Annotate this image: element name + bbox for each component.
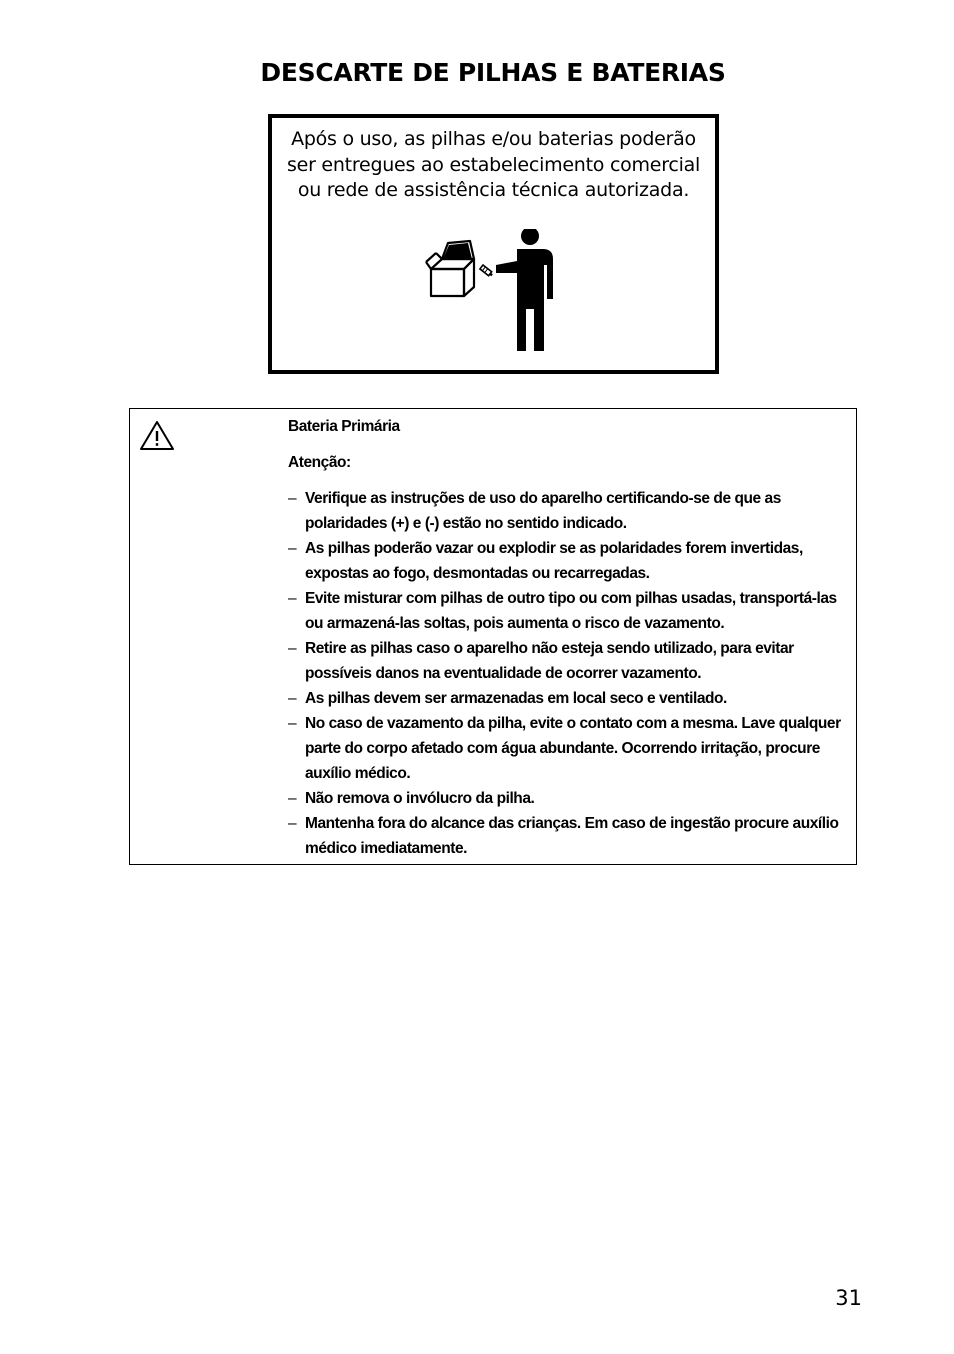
page-title: DESCARTE DE PILHAS E BATERIAS [260, 58, 726, 87]
warning-list-item: – Mantenha fora do alcance das crianças. Em caso de ingestão procure auxílio médico imediatamente. [288, 815, 839, 857]
warning-triangle-icon [139, 420, 175, 456]
warning-content [288, 414, 848, 861]
battery-return-person-icon [424, 229, 559, 357]
warning-list [288, 486, 848, 861]
disposal-notice-line: ser entregues ao estabelecimento comercial [286, 153, 701, 176]
warning-item-text: Retire as pilhas caso o aparelho não esteja sendo utilizado, para evitar possíveis danos na eventualidade de ocorrer vazamento. [305, 640, 794, 682]
warning-list-item: – Verifique as instruções de uso do aparelho certificando-se de que as polaridades (+) e (-) estão no sentido indicado. [288, 490, 781, 532]
warning-list-item: – No caso de vazamento da pilha, evite o contato com a mesma. Lave qualquer parte do corpo afetado com água abundante. Ocorrendo irritação, procure auxílio médico. [288, 715, 841, 782]
warning-item-text: Não remova o invólucro da pilha. [305, 790, 535, 807]
warning-list-item: – Retire as pilhas caso o aparelho não esteja sendo utilizado, para evitar possíveis danos na eventualidade de ocorrer vazamento. [288, 640, 794, 682]
warning-item-text: Evite misturar com pilhas de outro tipo ou com pilhas usadas, transportá-las ou armazená-las soltas, pois aumenta o risco de vazamento. [305, 590, 837, 632]
warning-item-text: Mantenha fora do alcance das crianças. Em caso de ingestão procure auxílio médico imediatamente. [305, 815, 839, 857]
warning-item-text: No caso de vazamento da pilha, evite o contato com a mesma. Lave qualquer parte do corpo afetado com água abundante. Ocorrendo irritação, procure auxílio médico. [305, 715, 841, 782]
warning-heading: Bateria Primária [288, 418, 400, 435]
warning-attention-label: Atenção: [288, 454, 351, 471]
disposal-notice-box [268, 114, 719, 374]
warning-item-text: Verifique as instruções de uso do aparelho certificando-se de que as polaridades (+) e (-) estão no sentido indicado. [305, 490, 781, 532]
disposal-notice-text [272, 127, 715, 204]
disposal-notice-line: ou rede de assistência técnica autorizada. [297, 179, 690, 201]
warning-item-text: As pilhas poderão vazar ou explodir se as polaridades forem invertidas, expostas ao fogo, desmontadas ou recarregadas. [305, 540, 803, 582]
warning-list-item: – Não remova o invólucro da pilha. [288, 790, 535, 807]
page-number: 31 [835, 1286, 862, 1310]
battery-warning-box [129, 408, 857, 865]
warning-item-text: As pilhas devem ser armazenadas em local seco e ventilado. [305, 690, 727, 707]
warning-list-item: – As pilhas devem ser armazenadas em local seco e ventilado. [288, 690, 727, 707]
warning-list-item: – As pilhas poderão vazar ou explodir se as polaridades forem invertidas, expostas ao fogo, desmontadas ou recarregadas. [288, 540, 803, 582]
disposal-notice-line: Após o uso, as pilhas e/ou baterias poderão [291, 128, 696, 150]
warning-list-item: – Evite misturar com pilhas de outro tipo ou com pilhas usadas, transportá-las ou armazená-las soltas, pois aumenta o risco de vazamento. [288, 590, 837, 632]
